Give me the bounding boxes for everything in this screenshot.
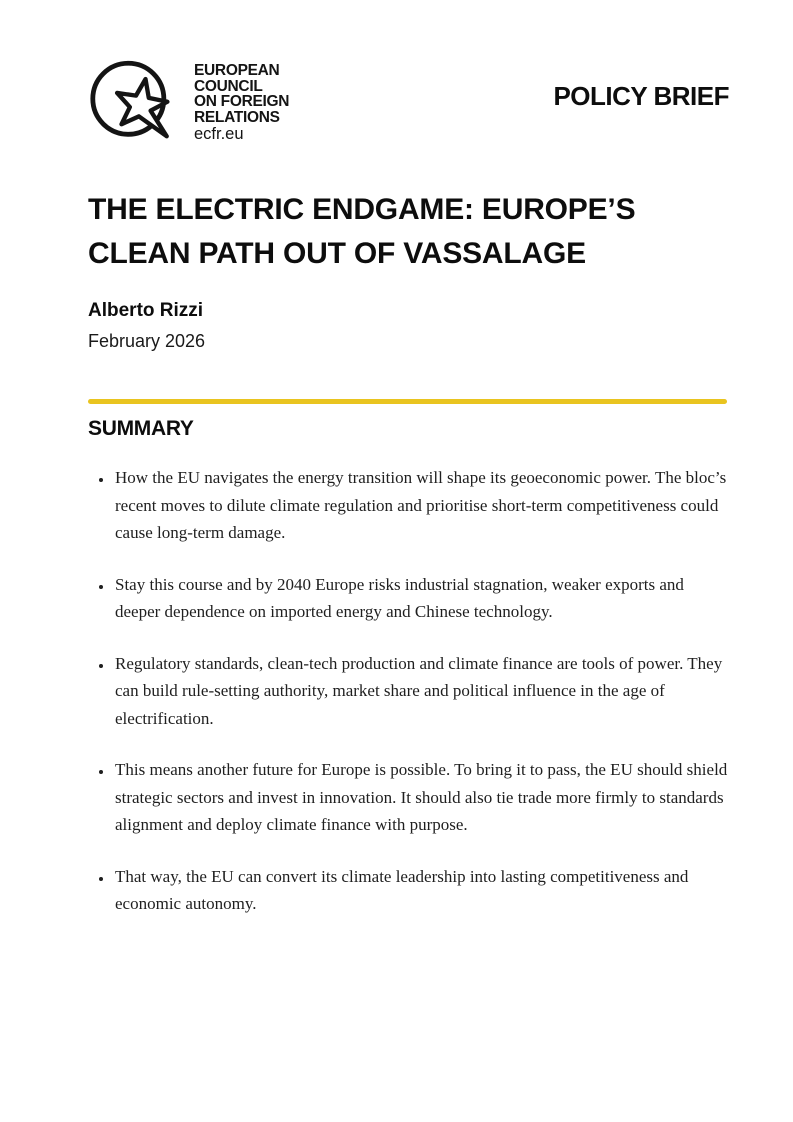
logo-org-line: ON FOREIGN (194, 93, 290, 110)
logo-org-line: COUNCIL (194, 77, 263, 95)
yellow-divider (88, 399, 727, 404)
summary-bullet: • That way, the EU can convert its climate leadership into lasting competitiveness and economic autonomy. (113, 863, 729, 918)
summary-bullet: • Regulatory standards, clean-tech production and climate finance are tools of power. They can build rule-setting authority, market share and political influence in the age of electrification. (113, 650, 729, 733)
summary-heading: SUMMARY (88, 417, 194, 440)
page-title: THE ELECTRIC ENDGAME: EUROPE’S CLEAN PATH OUT OF VASSALAGE (88, 193, 636, 270)
summary-bullet: • How the EU navigates the energy transition will shape its geoeconomic power. The bloc’s recent moves to dilute climate regulation and prioritise short-term competitiveness could cause long-term damage. (113, 464, 729, 547)
logo-org-line: RELATIONS (194, 108, 280, 126)
summary-bullet-list (88, 464, 729, 918)
ecfr-circle-star-icon (88, 55, 184, 157)
summary-bullet: • This means another future for Europe is possible. To bring it to pass, the EU should shield strategic sectors and invest in innovation. It should also tie trade more firmly to standards alignment and deploy climate finance with purpose. (113, 756, 729, 839)
ecfr-logo (88, 55, 289, 157)
summary-bullet: • Stay this course and by 2040 Europe risks industrial stagnation, weaker exports and deeper dependence on imported energy and Chinese technology. (113, 571, 729, 626)
page-header (88, 55, 729, 155)
publication-date: February 2026 (88, 331, 206, 351)
author-name: Alberto Rizzi (88, 300, 204, 321)
doc-type-label: POLICY BRIEF (553, 81, 729, 111)
logo-url: ecfr.eu (194, 125, 244, 143)
logo-org-line: EUROPEAN (194, 62, 280, 79)
ecfr-logo-wordmark (194, 55, 289, 143)
